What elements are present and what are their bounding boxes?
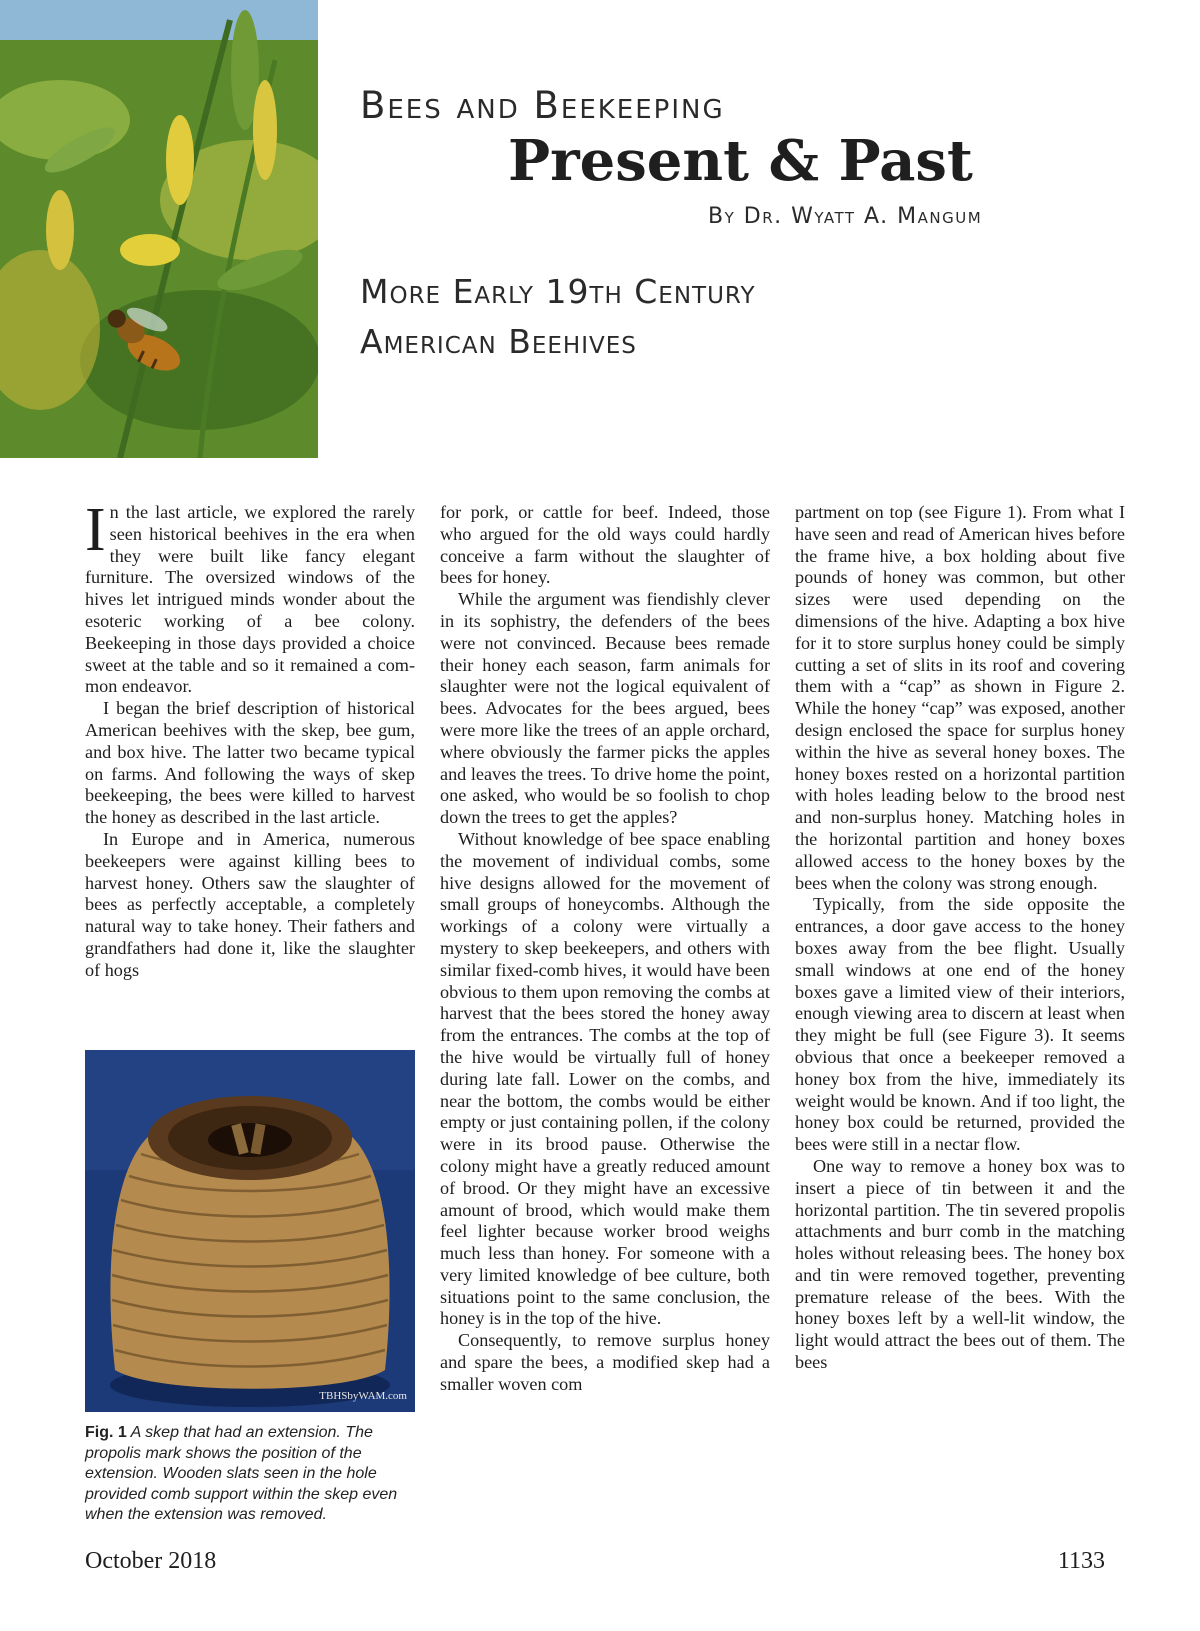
- series-title: Bees and Beekeeping: [360, 84, 725, 127]
- paragraph: [85, 496, 415, 698]
- header-photo-bee-on-clover: [0, 0, 318, 458]
- paragraph: partment on top (see Figure 1). From what I have seen and read of American hives before the frame hive, a box holding about five pounds of honey was common, but other sizes were used depending on the dimensions of the hive. Adapting a box hive for it to store surplus honey could be simply cutting a set of slits in its roof and covering them with a “cap” as shown in Figure 2. While the honey “cap” was exposed, another design enclosed the space for surplus honey within the hive as several honey boxes. The honey boxes rested on a horizontal partition with holes leading below to the brood nest and non-surplus honey. Matching holes in the horizontal partition and honey boxes allowed access to the honey boxes by the bees when the colony was strong enough.: [795, 502, 1125, 893]
- author-byline: By Dr. Wyatt A. Mangum: [708, 204, 983, 229]
- figure-1-skep-photo: [85, 1050, 415, 1412]
- page-number: 1133: [1057, 1548, 1105, 1574]
- caption-text: A skep that had an extension. The propolis mark shows the position of the extension. Wooden slats seen in the hole provided comb support within the skep even when the extension was removed.: [85, 1424, 398, 1523]
- article-column-2: [440, 502, 770, 1396]
- page-title: Present & Past: [508, 128, 973, 194]
- drop-cap: I: [85, 496, 106, 564]
- photo-credit: TBHSbyWAM.com: [319, 1390, 407, 1402]
- article-column-3: [795, 502, 1125, 1374]
- paragraph: While the argument was fiendishly clever in its sophistry, the defenders of the bees were not convinced. Because bees remade their honey each season, farm animals for slaughter were not the logical equivalent of bees. Advocates for the bees argued, bees were more like the trees of an apple orchard, where obviously the farmer picks the apples and leaves the trees. To drive home the point, one asked, who would be so foolish to chop down the trees to get the apples?: [440, 589, 770, 828]
- subtitle-line-2: American Beehives: [360, 322, 637, 361]
- figure-label: Fig. 1: [85, 1424, 127, 1441]
- paragraph: Typically, from the side opposite the entrances, a door gave access to the honey boxes away from the bee flight. Usually small windows at one end of the honey boxes gave a limited view of their interiors, enough viewing area to discern at least when they might be full (see Figure 3). It seems obvious that once a beekeeper removed a honey box from the hive, immediately its weight would be known. And if too light, the honey box could be returned, provided the bees were still in a nectar flow.: [795, 894, 1125, 1155]
- paragraph: I began the brief description of historical American beehives with the skep, bee gum, and box hive. The latter two became typical on farms. And following the ways of skep beekeeping, the bees were killed to harvest the honey as described in the last article.: [85, 698, 415, 828]
- article-column-1: [85, 496, 415, 982]
- paragraph-text: n the last article, we explored the rarely seen historical beehives in the era when they were built like fancy elegant furniture. The oversized windows of the hives let intrigued minds wonder about the esoteric working of a bee colony. Beekeeping in those days provided a choice sweet at the table and so it remained a common endeavor.: [85, 502, 415, 697]
- paragraph: Consequently, to remove surplus honey and spare the bees, a modified skep had a smaller woven com: [440, 1330, 770, 1394]
- issue-date: October 2018: [85, 1548, 217, 1574]
- figure-caption: [85, 1423, 415, 1526]
- subtitle-line-1: More Early 19th Century: [360, 272, 756, 311]
- paragraph: for pork, or cattle for beef. Indeed, those who argued for the old ways could hardly conceive a farm without the slaughter of bees for honey.: [440, 502, 770, 588]
- paragraph: One way to remove a honey box was to insert a piece of tin between it and the horizontal partition. The tin severed propolis attachments and burr comb in the matching holes without releasing bees. The honey box and tin were removed together, preventing premature release of the bees. With the honey boxes left by a well-lit window, the light would attract the bees out of them. The bees: [795, 1155, 1125, 1373]
- paragraph: In Europe and in America, numerous beekeepers were against killing bees to harvest honey. Others saw the slaughter of bees as perfectly acceptable, a completely natural way to take honey. Their fathers and grandfathers had done it, like the slaughter of hogs: [85, 828, 415, 980]
- paragraph: Without knowledge of bee space enabling the movement of individual combs, some hive designs allowed for the movement of small groups of honeycombs. Although the workings of a colony were virtually a mystery to skep beekeepers, and others with similar fixed-comb hives, it would have been obvious to them upon removing the combs at harvest that the bees stored the honey away from the entrances. The combs at the top of the hive would be virtually full of honey during late fall. Lower on the combs, and near the bottom, the combs would be either empty or just containing pollen, if the colony were in its brood pause. Otherwise the colony might have a greatly reduced amount of brood. Or they might have an excessive amount of brood, which would make them feel lighter because worker brood weighs much less than honey. For someone with a very limited knowledge of bee culture, both situations point to the same conclusion, the honey is in the top of the hive.: [440, 828, 770, 1329]
